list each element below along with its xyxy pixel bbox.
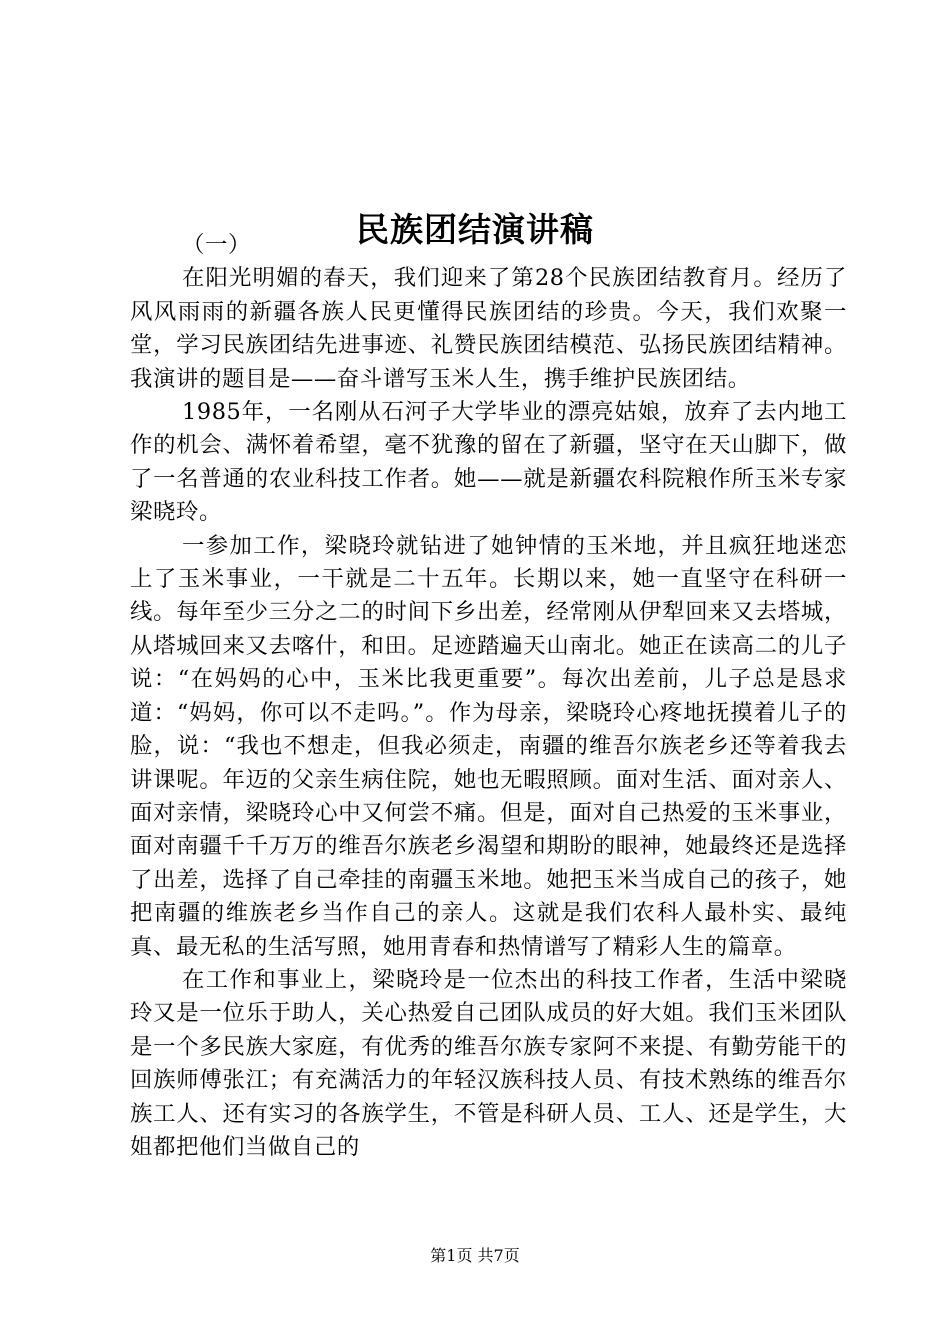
paragraph-2: 1985年，一名刚从石河子大学毕业的漂亮姑娘，放弃了去内地工作的机会、满怀着希望，毫不犹豫的留在了新疆，坚守在天山脚下，做了一名普通的农业科技工作者。她——就是新疆农科院粮作所玉米专家梁晓玲。 (130, 399, 847, 526)
document-body (130, 229, 847, 1164)
document-title: 民族团结演讲稿 (356, 210, 594, 250)
page-footer: 第1页 共7页 (430, 1246, 520, 1265)
section-marker: （一） (182, 232, 251, 258)
paragraph-4: 在工作和事业上，梁晓玲是一位杰出的科技工作者，生活中梁晓玲又是一位乐于助人，关心热爱自己团队成员的好大姐。我们玉米团队是一个多民族大家庭，有优秀的维吾尔族专家阿不来提、有勤劳能干的回族师傅张江；有充满活力的年轻汉族科技人员、有技术熟练的维吾尔族工人、还有实习的各族学生，不管是科研人员、工人、还是学生，大姐都把他们当做自己的 (130, 966, 847, 1160)
paragraph-3: 一参加工作，梁晓玲就钻进了她钟情的玉米地，并且疯狂地迷恋上了玉米事业，一干就是二十五年。长期以来，她一直坚守在科研一线。每年至少三分之二的时间下乡出差，经常刚从伊犁回来又去塔城，从塔城回来又去喀什，和田。足迹踏遍天山南北。她正在读高二的儿子说：“在妈妈的心中，玉米比我更重要”。每次出差前，儿子总是恳求道：“妈妈，你可以不走吗。”。作为母亲，梁晓玲心疼地抚摸着儿子的脸，说：“我也不想走，但我必须走，南疆的维吾尔族老乡还等着我去讲课呢。年迈的父亲生病住院，她也无暇照顾。面对生活、面对亲人、面对亲情，梁晓玲心中又何尝不痛。但是，面对自己热爱的玉米事业，面对南疆千千万万的维吾尔族老乡渴望和期盼的眼神，她最终还是选择了出差，选择了自己牵挂的南疆玉米地。她把玉米当成自己的孩子，她把南疆的维族老乡当作自己的亲人。这就是我们农科人最朴实、最纯真、最无私的生活写照，她用青春和热情谱写了精彩人生的篇章。 (130, 532, 847, 960)
paragraph-1: 在阳光明媚的春天，我们迎来了第28个民族团结教育月。经历了风风雨雨的新疆各族人民更懂得民族团结的珍贵。今天，我们欢聚一堂，学习民族团结先进事迹、礼赞民族团结模范、弘扬民族团结精神。我演讲的题目是——奋斗谱写玉米人生，携手维护民族团结。 (130, 265, 847, 392)
